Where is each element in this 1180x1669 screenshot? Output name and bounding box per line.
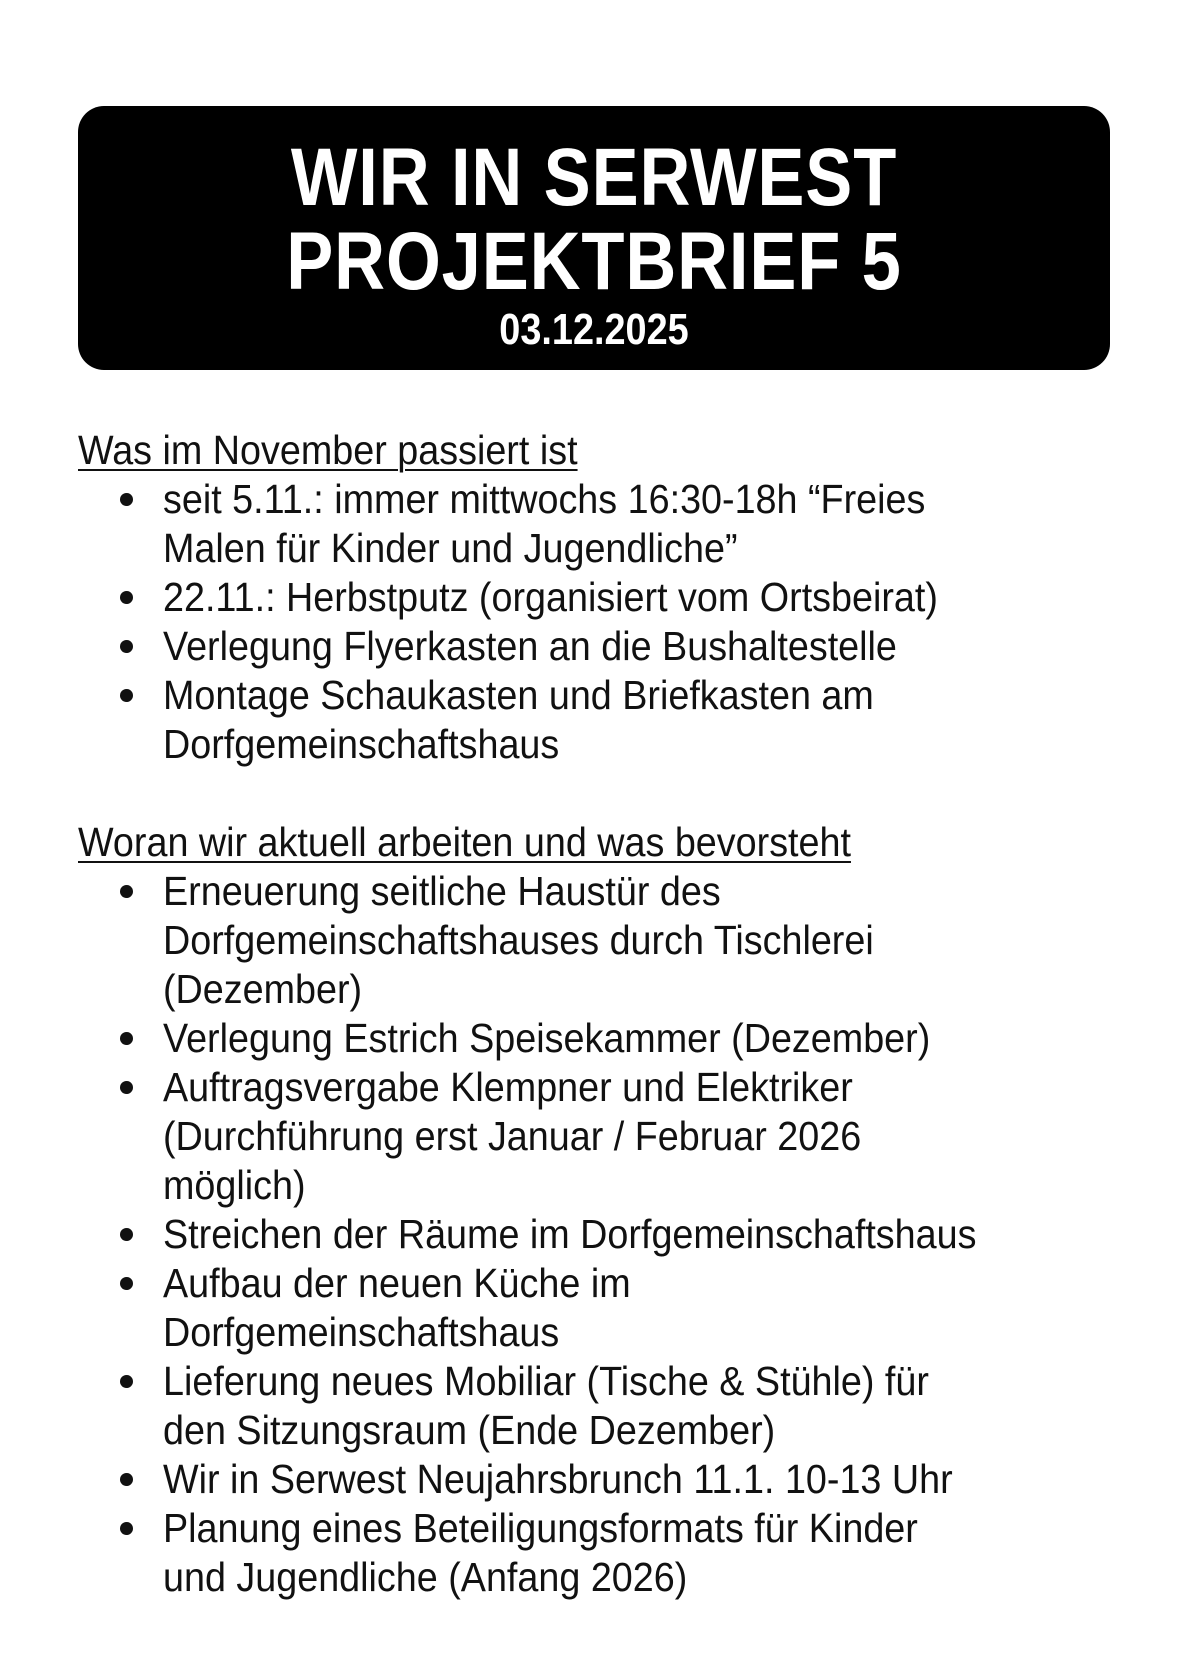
list-item: Lieferung neues Mobiliar (Tische & Stühle) für den Sitzungsraum (Ende Dezember) bbox=[78, 1357, 1118, 1455]
section-title-november: Was im November passiert ist bbox=[78, 427, 578, 473]
title-line-1: WIR IN SERWEST bbox=[290, 132, 898, 223]
list-item: Verlegung Flyerkasten an die Bushaltestelle bbox=[78, 622, 1118, 671]
current-list bbox=[78, 867, 1118, 1602]
bullet-icon bbox=[120, 1228, 133, 1241]
bullet-icon bbox=[120, 1032, 133, 1045]
date-label: 03.12.2025 bbox=[499, 305, 689, 354]
bullet-icon bbox=[120, 1522, 133, 1535]
list-item: Streichen der Räume im Dorfgemeinschaftshaus bbox=[78, 1210, 1118, 1259]
bullet-icon bbox=[120, 493, 133, 506]
list-item: Wir in Serwest Neujahrsbrunch 11.1. 10-13 Uhr bbox=[78, 1455, 1118, 1504]
list-item: Verlegung Estrich Speisekammer (Dezember) bbox=[78, 1014, 1118, 1063]
bullet-icon bbox=[120, 1081, 133, 1094]
list-item: Montage Schaukasten und Briefkasten am Dorfgemeinschaftshaus bbox=[78, 671, 1118, 769]
bullet-icon bbox=[120, 1473, 133, 1486]
list-item: Planung eines Beteiligungsformats für Kinder und Jugendliche (Anfang 2026) bbox=[78, 1504, 1118, 1602]
list-item: seit 5.11.: immer mittwochs 16:30-18h “Freies Malen für Kinder und Jugendliche” bbox=[78, 475, 1118, 573]
bullet-icon bbox=[120, 640, 133, 653]
bullet-icon bbox=[120, 591, 133, 604]
section-current bbox=[78, 817, 1118, 1602]
november-list bbox=[78, 475, 1118, 769]
bullet-icon bbox=[120, 689, 133, 702]
section-title-current: Woran wir aktuell arbeiten und was bevorsteht bbox=[78, 819, 851, 865]
list-item: 22.11.: Herbstputz (organisiert vom Ortsbeirat) bbox=[78, 573, 1118, 622]
bullet-icon bbox=[120, 1375, 133, 1388]
bullet-icon bbox=[120, 1277, 133, 1290]
section-november bbox=[78, 425, 1118, 769]
list-item: Auftragsvergabe Klempner und Elektriker (Durchführung erst Januar / Februar 2026 möglich) bbox=[78, 1063, 1118, 1210]
header-banner bbox=[78, 106, 1110, 370]
list-item: Aufbau der neuen Küche im Dorfgemeinschaftshaus bbox=[78, 1259, 1118, 1357]
list-item: Erneuerung seitliche Haustür des Dorfgemeinschaftshauses durch Tischlerei (Dezember) bbox=[78, 867, 1118, 1014]
bullet-icon bbox=[120, 885, 133, 898]
title-line-2: PROJEKTBRIEF 5 bbox=[286, 216, 902, 307]
